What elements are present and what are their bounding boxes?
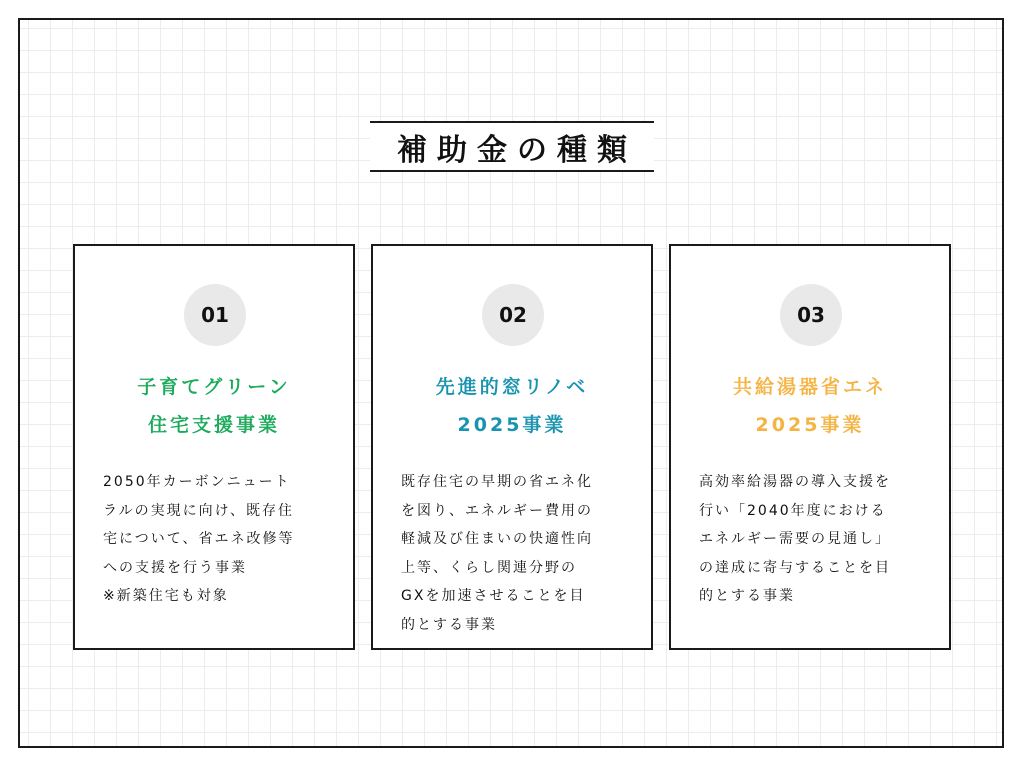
card-description — [103, 468, 335, 611]
card-title-line: 共給湯器省エネ — [732, 376, 887, 398]
card-body-line: 上等、くらし関連分野の — [401, 559, 577, 576]
subsidy-card-01 — [73, 244, 355, 650]
section-title: 補助金の種類 — [397, 132, 637, 168]
card-body-line: 高効率給湯器の導入支援を — [699, 474, 891, 490]
card-body-line: を図り、エネルギー費用の — [401, 502, 593, 519]
card-description — [401, 468, 633, 639]
card-body-line: エネルギー需要の見通し」 — [699, 531, 891, 547]
card-title-line: 住宅支援事業 — [147, 414, 280, 436]
card-title-line: 子育てグリーン — [137, 376, 291, 398]
card-body-line: 2050年カーボンニュート — [103, 474, 291, 490]
card-body-line: 宅について、省エネ改修等 — [103, 531, 295, 547]
card-description — [699, 468, 931, 611]
card-body-line: ラルの実現に向け、既存住 — [103, 502, 295, 519]
card-body-line: ※新築住宅も対象 — [103, 588, 229, 604]
section-title-box — [370, 121, 654, 172]
card-title — [75, 368, 353, 444]
subsidy-card-02 — [371, 244, 653, 650]
card-body-line: 的とする事業 — [699, 588, 795, 604]
card-title-line: 2025事業 — [457, 414, 567, 436]
card-body-line: GXを加速させることを目 — [401, 588, 586, 604]
card-number-badge: 02 — [482, 284, 544, 346]
subsidy-card-03 — [669, 244, 951, 650]
card-body-line: の達成に寄与することを目 — [699, 559, 891, 576]
card-number-badge: 03 — [780, 284, 842, 346]
card-body-line: 行い「2040年度における — [699, 502, 887, 519]
card-body-line: 既存住宅の早期の省エネ化 — [401, 474, 593, 490]
card-title-line: 先進的窓リノベ — [435, 376, 589, 398]
card-number-badge: 01 — [184, 284, 246, 346]
card-title — [373, 368, 651, 444]
card-title-line: 2025事業 — [755, 414, 865, 436]
card-body-line: への支援を行う事業 — [103, 559, 247, 576]
card-title — [671, 368, 949, 444]
card-body-line: 的とする事業 — [401, 616, 497, 633]
card-body-line: 軽減及び住まいの快適性向 — [401, 531, 593, 547]
